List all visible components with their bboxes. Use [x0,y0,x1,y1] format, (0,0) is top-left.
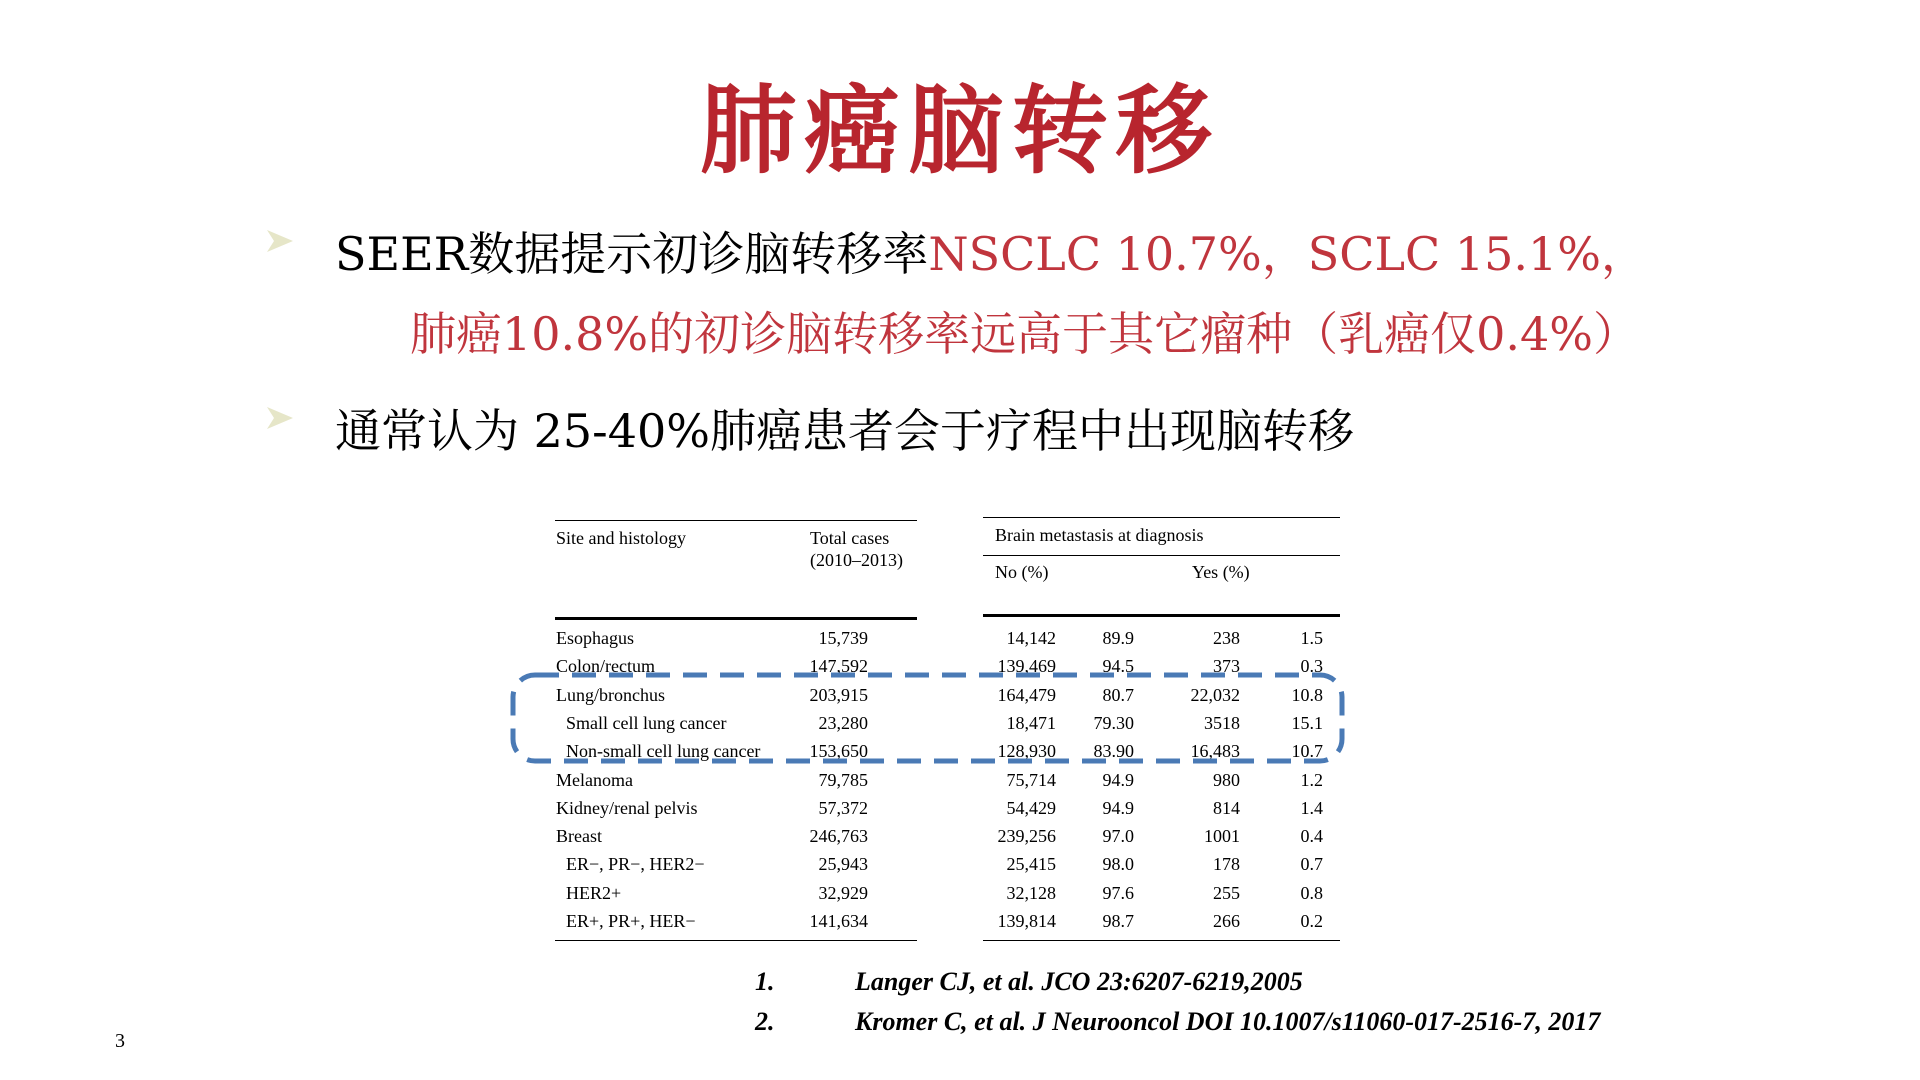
header-total-line2: (2010–2013) [810,550,903,570]
cell-no-percent: 98.0 [1102,854,1134,875]
header-brain-metastasis: Brain metastasis at diagnosis [995,525,1204,545]
cell-yes-percent: 10.8 [1291,684,1323,705]
cell-no-count: 164,479 [997,684,1056,705]
cell-no-percent: 94.9 [1102,769,1134,790]
arrow-bullet-icon [265,226,295,256]
cell-total: 57,372 [818,797,868,818]
bullet-1 [335,218,1647,284]
cell-yes-count: 178 [1213,854,1240,875]
cell-yes-count: 255 [1213,882,1240,903]
cell-no-percent: 79.30 [1093,712,1134,733]
cell-yes-percent: 0.7 [1300,854,1323,875]
reference-text: Kromer C, et al. J Neurooncol DOI 10.1007/s11060-017-2516-7, 2017 [855,1007,1601,1036]
cell-yes-percent: 0.2 [1300,911,1323,931]
header-yes: Yes (%) [1192,562,1250,582]
cell-total: 25,943 [818,854,868,875]
cell-yes-count: 238 [1213,628,1240,648]
cell-yes-percent: 1.2 [1300,769,1323,790]
bullet-1-black-text: SEER数据提示初诊脑转移率 [335,227,929,281]
cell-total: 153,650 [809,741,868,762]
cell-no-count: 75,714 [1006,769,1056,790]
cell-yes-count: 1001 [1204,826,1240,847]
table-top-rule-right [983,517,1340,518]
header-no: No (%) [995,562,1049,582]
arrow-bullet-icon [265,403,295,433]
cell-total: 141,634 [809,911,868,931]
cell-no-count: 18,471 [1006,712,1056,733]
bullet-1-red-text: NSCLC 10.7%，SCLC 15.1%， [928,227,1647,281]
cell-yes-percent: 1.4 [1300,797,1323,818]
reference-number: 2. [755,1007,775,1036]
cell-no-percent: 97.6 [1102,882,1134,903]
cell-total: 23,280 [818,712,868,733]
cell-yes-percent: 0.8 [1300,882,1323,903]
table-sub-rule [983,555,1340,556]
cell-no-count: 128,930 [997,741,1056,762]
cell-site: Small cell lung cancer [566,712,727,733]
cell-yes-percent: 0.4 [1300,826,1323,847]
cell-total: 203,915 [809,684,868,705]
header-total-line1: Total cases [810,528,890,548]
cell-site: HER2+ [566,882,622,903]
cell-no-count: 139,814 [997,911,1056,931]
cell-site: Melanoma [556,769,633,790]
cell-no-percent: 89.9 [1102,628,1134,648]
cell-total: 15,739 [818,628,868,648]
reference-text: Langer CJ, et al. JCO 23:6207-6219,2005 [855,967,1303,996]
table-bottom-rule-left [555,940,917,941]
table-bottom-rule-right [983,940,1340,941]
bullet-2 [335,395,1354,461]
cell-no-count: 25,415 [1006,854,1056,875]
bullet-1-line-2: 肺癌10.8%的初诊脑转移率远高于其它瘤种（乳癌仅0.4%） [410,307,1639,361]
cell-no-count: 14,142 [1006,628,1056,648]
cell-site: Breast [556,826,602,847]
cell-yes-percent: 1.5 [1300,628,1323,648]
cell-site: Esophagus [556,628,634,648]
slide-title: 肺癌脑转移 [700,74,1220,187]
cell-site: Lung/bronchus [556,684,665,705]
cell-yes-count: 22,032 [1190,684,1240,705]
cell-yes-count: 266 [1213,911,1240,931]
cell-no-percent: 80.7 [1102,684,1134,705]
page-number: 3 [115,1030,125,1052]
cell-total: 147,592 [809,656,868,677]
cell-no-percent: 97.0 [1102,826,1134,847]
bullet-2-text: 通常认为 25-40%肺癌患者会于疗程中出现脑转移 [335,404,1354,458]
highlight-dashed-box [510,672,1345,764]
cell-no-percent: 94.5 [1102,656,1134,677]
cell-no-count: 32,128 [1006,882,1056,903]
cell-total: 32,929 [818,882,868,903]
cell-total: 79,785 [818,769,868,790]
reference-number: 1. [755,967,775,996]
cell-yes-count: 3518 [1204,712,1240,733]
cell-no-percent: 98.7 [1102,911,1134,931]
cell-no-count: 239,256 [997,826,1056,847]
cell-no-percent: 94.9 [1102,797,1134,818]
cell-site: ER+, PR+, HER− [566,911,696,931]
cell-yes-count: 980 [1213,769,1240,790]
header-site: Site and histology [556,528,686,548]
cell-total: 246,763 [809,826,868,847]
cell-yes-count: 373 [1213,656,1240,677]
cell-yes-count: 814 [1213,797,1240,818]
cell-site: Non-small cell lung cancer [566,741,761,762]
cell-no-percent: 83.90 [1093,741,1134,762]
table-top-rule-left [555,520,917,521]
cell-yes-count: 16,483 [1190,741,1240,762]
cell-site: Kidney/renal pelvis [556,797,698,818]
cell-yes-percent: 10.7 [1291,741,1323,762]
cell-site: Colon/rectum [556,656,655,677]
cell-no-count: 139,469 [997,656,1056,677]
cell-yes-percent: 15.1 [1291,712,1323,733]
table-header-bottom-rule-left [555,617,917,620]
table-header-bottom-rule-right [983,614,1340,617]
cell-site: ER−, PR−, HER2− [566,854,705,875]
cell-yes-percent: 0.3 [1300,656,1323,677]
cell-no-count: 54,429 [1006,797,1056,818]
